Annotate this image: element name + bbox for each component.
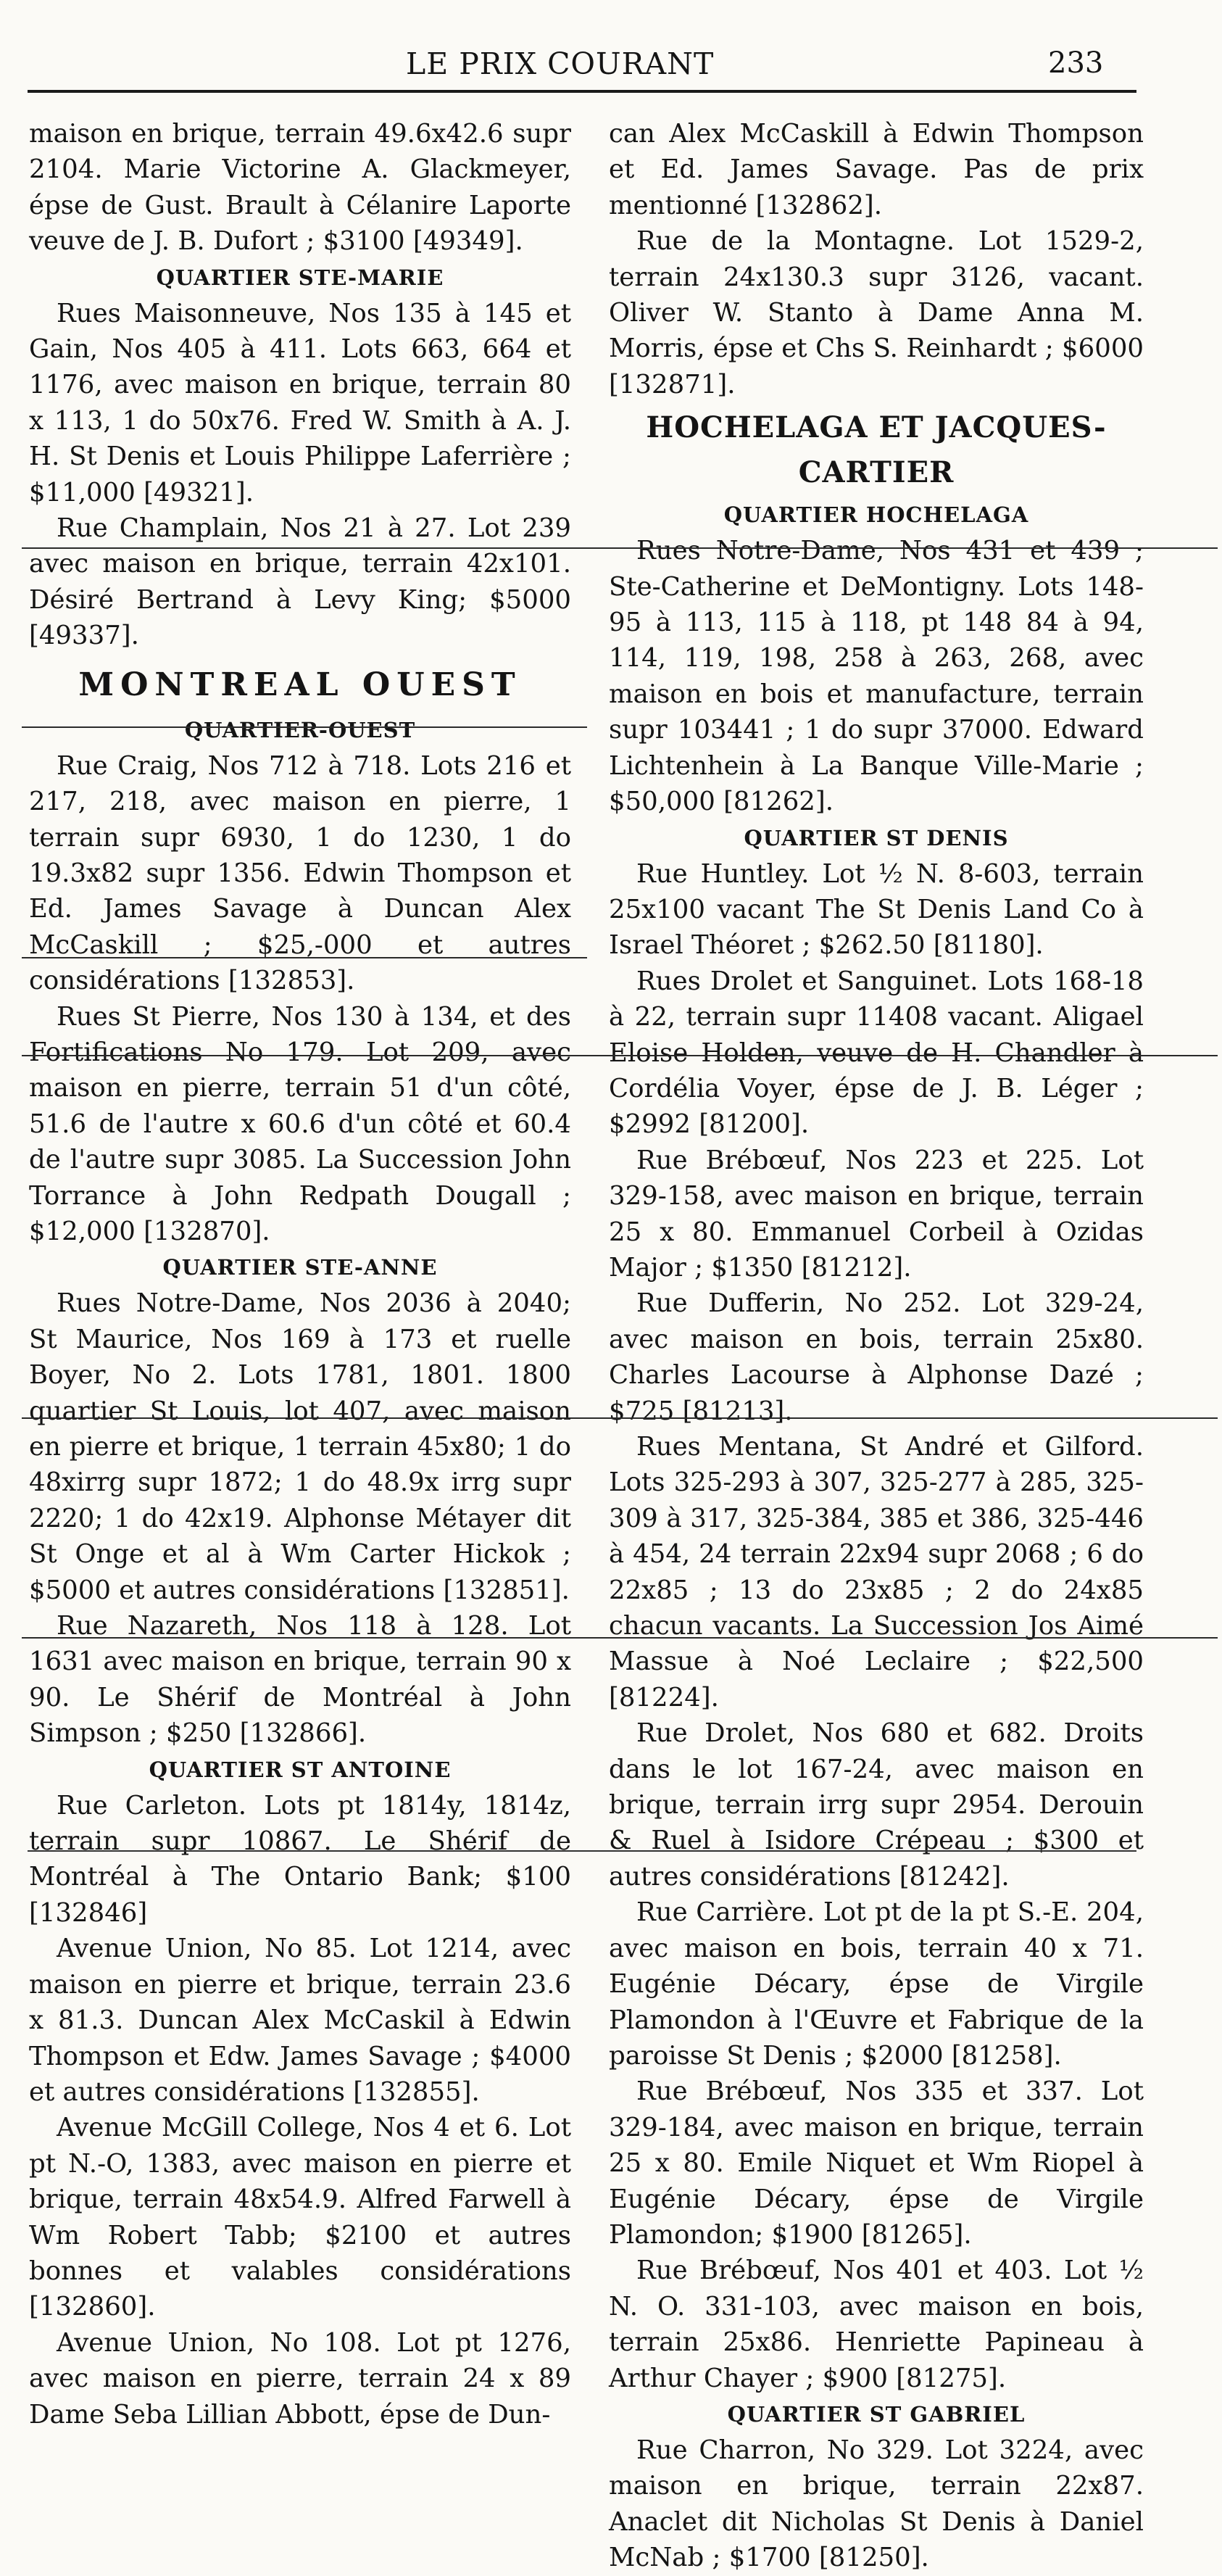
listing-entry: Avenue Union, No 85. Lot 1214, avec maison en pierre et brique, terrain 23.6 x 81.3. Duncan Alex McCaskil à Edwin Thompson et Edw. James Savage ; $4000 et autres considérations [132855]. (29, 1934, 571, 2107)
district-heading: QUARTIER STE-ANNE (162, 1255, 438, 1280)
listing-entry: Rue Nazareth, Nos 118 à 128. Lot 1631 avec maison en brique, terrain 90 x 90. Le Shérif de Montréal à John Simpson ; $250 [132866]. (29, 1611, 571, 1749)
listing-entry: Rues Notre-Dame, Nos 431 et 439 ; Ste-Catherine et DeMontigny. Lots 148-95 à 113, 115 à 118, pt 148 84 à 94, 114, 119, 198, 258 à 263, 268, avec maison en bois et manufacture, terrain supr 103441 ; 1 do supr 37000. Edward Lichtenhein à La Banque Ville-Marie ; $50,000 [81262]. (609, 536, 1144, 817)
listing-entry: Rues Mentana, St André et Gilford. Lots 325-293 à 307, 325-277 à 285, 325-309 à 317, 325-384, 385 et 386, 325-446 à 454, 24 terrain 22x94 supr 2068 ; 6 do 22x85 ; 13 do 23x85 ; 2 do 24x85 chacun vacants. La Succession Jos Aimé Massue à Noé Leclaire ; $22,500 [81224]. (609, 1432, 1144, 1712)
listing-entry: Avenue McGill College, Nos 4 et 6. Lot pt N.-O, 1383, avec maison en pierre et brique, terrain 48x54.9. Alfred Farwell à Wm Robert Tabb; $2100 et autres bonnes et valables considérations [132860]. (29, 2113, 571, 2322)
listing-entry: Rue Brébœuf, Nos 401 et 403. Lot ½ N. O. 331-103, avec maison en bois, terrain 25x86. Henriette Papineau à Arthur Chayer ; $900 [81275]. (609, 2256, 1144, 2393)
scan-line (22, 1637, 1218, 1639)
listing-entry: Rue Craig, Nos 712 à 718. Lots 216 et 217, 218, avec maison en pierre, 1 terrain supr 6930, 1 do 1230, 1 do 19.3x82 supr 1356. Edwin Thompson et Ed. James Savage à Duncan Alex McCaskill ; $25,-000 et autres considérations [132853]. (29, 750, 571, 996)
bottom-rule (28, 1850, 1136, 1852)
district-heading: QUARTIER-OUEST (184, 717, 416, 742)
listing-entry: can Alex McCaskill à Edwin Thompson et Ed. James Savage. Pas de prix mentionné [132862]. (609, 119, 1144, 220)
listing-entry: Rue Charron, No 329. Lot 3224, avec maison en brique, terrain 22x87. Anaclet dit Nicholas St Denis à Daniel McNab ; $1700 [81250]. (609, 2435, 1144, 2573)
listing-entry: Rue Carleton. Lots pt 1814y, 1814z, terrain supr 10867. Le Shérif de Montréal à The Ontario Bank; $100 [132846] (29, 1790, 571, 1928)
listing-entry: Rue Brébœuf, Nos 335 et 337. Lot 329-184, avec maison en brique, terrain 25 x 80. Emile Niquet et Wm Riopel à Eugénie Décary, épse de Virgile Plamondon; $1900 [81265]. (609, 2076, 1144, 2250)
page-number: 233 (1048, 46, 1104, 80)
listing-entry: Rues Drolet et Sanguinet. Lots 168-18 à 22, terrain supr 11408 vacant. Aligael Eloise Holden, veuve de H. Chandler à Cordélia Voyer, épse de J. B. Léger ; $2992 [81200]. (609, 966, 1144, 1140)
page-header (0, 44, 1222, 87)
listing-entry: Rue Carrière. Lot pt de la pt S.-E. 204, avec maison en bois, terrain 40 x 71. Eugénie Décary, épse de Virgile Plamondon à l'Œuvre et Fabrique de la paroisse St Denis ; $2000 [81258]. (609, 1897, 1144, 2071)
district-heading: QUARTIER ST GABRIEL (727, 2401, 1026, 2427)
section-heading: HOCHELAGA ET JACQUES-CARTIER (646, 410, 1107, 490)
running-title: LE PRIX COURANT (406, 46, 715, 81)
scan-line (22, 1417, 1218, 1419)
listing-entry: Rue Champlain, Nos 21 à 27. Lot 239 avec maison en brique, terrain 42x101. Désiré Bertrand à Levy King; $5000 [49337]. (29, 513, 571, 651)
listing-entry: Avenue Union, No 108. Lot pt 1276, avec maison en pierre, terrain 24 x 89 Dame Seba Lillian Abbott, épse de Dun- (29, 2327, 571, 2430)
header-rule (28, 90, 1136, 93)
listing-entry: Rue Drolet, Nos 680 et 682. Droits dans le lot 167-24, avec maison en brique, terrain irrg supr 2954. Derouin & Ruel à Isidore Crépeau ; $300 et autres considérations [81242]. (609, 1718, 1144, 1892)
scan-line (22, 957, 587, 958)
listing-entry: Rue de la Montagne. Lot 1529-2, terrain 24x130.3 supr 3126, vacant. Oliver W. Stanto à Dame Anna M. Morris, épse et Chs S. Reinhardt ; $6000 [132871]. (609, 226, 1144, 399)
district-heading: QUARTIER HOCHELAGA (723, 502, 1029, 528)
district-heading: QUARTIER ST DENIS (744, 825, 1009, 850)
district-heading: QUARTIER STE-MARIE (156, 265, 444, 290)
scan-line (22, 547, 1218, 549)
listing-entry: Rues Maisonneuve, Nos 135 à 145 et Gain, Nos 405 à 411. Lots 663, 664 et 1176, avec maison en brique, terrain 80 x 113, 1 do 50x76. Fred W. Smith à A. J. H. St Denis et Louis Philippe Laferrière ; $11,000 [49321]. (29, 298, 571, 508)
listing-entry: Rue Brébœuf, Nos 223 et 225. Lot 329-158, avec maison en brique, terrain 25 x 80. Emmanuel Corbeil à Ozidas Major ; $1350 [81212]. (609, 1145, 1144, 1283)
listing-entry: maison en brique, terrain 49.6x42.6 supr 2104. Marie Victorine A. Glackmeyer, épse de Gust. Brault à Célanire Laporte veuve de J. B. Dufort ; $3100 [49349]. (29, 119, 571, 257)
scan-line (22, 726, 587, 728)
scan-line (22, 1055, 1218, 1056)
listing-entry: Rue Huntley. Lot ½ N. 8-603, terrain 25x100 vacant The St Denis Land Co à Israel Théoret ; $262.50 [81180]. (609, 858, 1144, 961)
listing-entry: Rue Dufferin, No 252. Lot 329-24, avec maison en bois, terrain 25x80. Charles Lacourse à Alphonse Dazé ; $725 [81213]. (609, 1288, 1144, 1426)
left-column (29, 116, 571, 2432)
section-heading: MONTREAL OUEST (78, 666, 522, 703)
listing-entry: Rues Notre-Dame, Nos 2036 à 2040; St Maurice, Nos 169 à 173 et ruelle Boyer, No 2. Lots 1781, 1801. 1800 quartier St Louis, lot 407, avec maison en pierre et brique, 1 terrain 45x80; 1 do 48xirrg supr 1872; 1 do 48.9x irrg supr 2220; 1 do 42x19. Alphonse Métayer dit St Onge et al à Wm Carter Hickok ; $5000 et autres considérations [132851]. (29, 1288, 571, 1605)
right-column (609, 116, 1144, 2576)
listing-entry: Rues St Pierre, Nos 130 à 134, et des Fortifications No 179. Lot 209, avec maison en pierre, terrain 51 d'un côté, 51.6 de l'autre x 60.6 d'un côté et 60.4 de l'autre supr 3085. La Succession John Torrance à John Redpath Dougall ; $12,000 [132870]. (29, 1001, 571, 1246)
district-heading: QUARTIER ST ANTOINE (149, 1757, 452, 1782)
